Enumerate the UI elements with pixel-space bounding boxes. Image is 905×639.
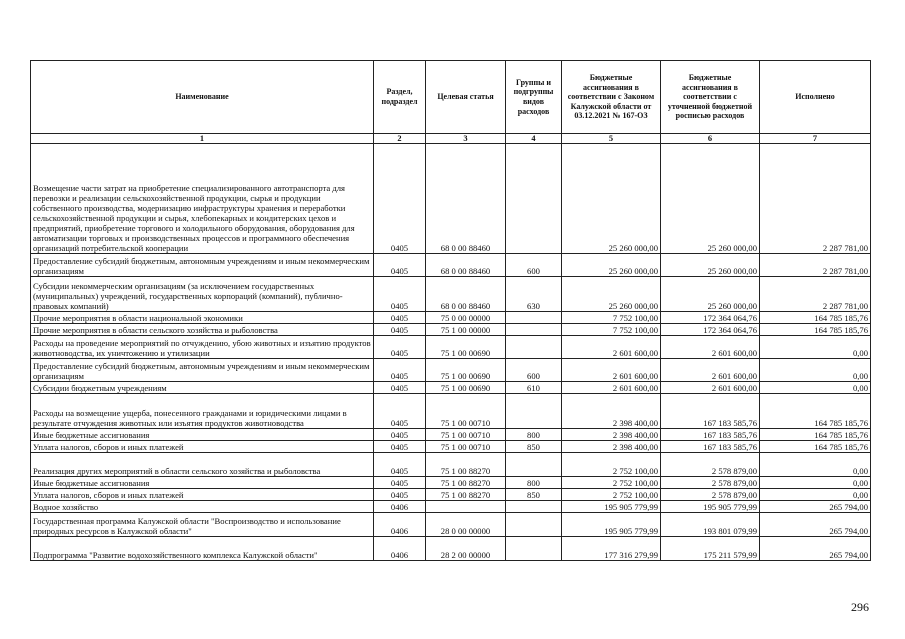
table-row [31,382,871,394]
row-law: 25 260 000,00 [562,277,661,312]
row-group [506,336,562,359]
row-law: 195 905 779,99 [562,513,661,537]
row-refined: 25 260 000,00 [661,144,760,254]
row-group: 610 [506,382,562,394]
row-section: 0405 [374,382,426,394]
row-law: 2 752 100,00 [562,477,661,489]
row-name: Прочие мероприятия в области сельского хозяйства и рыболовства [31,324,374,336]
row-section: 0405 [374,394,426,429]
column-number: 5 [562,134,661,144]
table-row [31,489,871,501]
row-section: 0405 [374,453,426,477]
row-section: 0406 [374,537,426,561]
row-refined: 167 183 585,76 [661,441,760,453]
header-refined: Бюджетные ассигнования в соответствии с уточненной бюджетной росписью расходов [661,61,760,134]
budget-table [30,60,871,561]
header-row [31,61,871,134]
column-number-row [31,134,871,144]
table-row [31,394,871,429]
row-name: Расходы на возмещение ущерба, понесенного гражданами и юридическими лицами в результате отчуждения животных или изъятия продуктов животноводства [31,394,374,429]
row-law: 7 752 100,00 [562,312,661,324]
row-section: 0405 [374,336,426,359]
row-name: Реализация других мероприятий в области сельского хозяйства и рыболовства [31,453,374,477]
row-group [506,537,562,561]
row-refined: 2 601 600,00 [661,382,760,394]
table-row [31,324,871,336]
row-done: 265 794,00 [760,501,871,513]
row-name: Иные бюджетные ассигнования [31,429,374,441]
row-group [506,394,562,429]
row-group: 800 [506,477,562,489]
header-done: Исполнено [760,61,871,134]
row-law: 2 398 400,00 [562,441,661,453]
row-target: 75 1 00 88270 [426,477,506,489]
row-refined: 175 211 579,99 [661,537,760,561]
row-name: Государственная программа Калужской области "Воспроизводство и использование природных ресурсов в Калужской области" [31,513,374,537]
row-done: 164 785 185,76 [760,441,871,453]
row-refined: 195 905 779,99 [661,501,760,513]
table-row [31,359,871,382]
row-law: 2 398 400,00 [562,394,661,429]
row-name: Уплата налогов, сборов и иных платежей [31,489,374,501]
row-group [506,453,562,477]
table-row [31,312,871,324]
row-section: 0405 [374,144,426,254]
row-group: 850 [506,489,562,501]
row-target: 28 0 00 00000 [426,513,506,537]
column-number: 1 [31,134,374,144]
row-name: Иные бюджетные ассигнования [31,477,374,489]
row-done: 0,00 [760,382,871,394]
row-group: 600 [506,254,562,277]
row-done: 2 287 781,00 [760,254,871,277]
row-name: Уплата налогов, сборов и иных платежей [31,441,374,453]
table-row [31,336,871,359]
row-done: 164 785 185,76 [760,312,871,324]
row-law: 2 752 100,00 [562,489,661,501]
header-target: Целевая статья [426,61,506,134]
row-target: 75 1 00 88270 [426,489,506,501]
header-group: Группы и подгруппы видов расходов [506,61,562,134]
row-target: 75 1 00 88270 [426,453,506,477]
row-target: 68 0 00 88460 [426,144,506,254]
row-law: 2 398 400,00 [562,429,661,441]
column-number: 2 [374,134,426,144]
row-refined: 2 578 879,00 [661,477,760,489]
row-target: 75 0 00 00000 [426,312,506,324]
header-name: Наименование [31,61,374,134]
column-number: 7 [760,134,871,144]
row-name: Предоставление субсидий бюджетным, автономным учреждениям и иным некоммерческим организациям [31,254,374,277]
row-done: 164 785 185,76 [760,324,871,336]
row-group: 800 [506,429,562,441]
row-law: 7 752 100,00 [562,324,661,336]
header-law: Бюджетные ассигнования в соответствии с Законом Калужской области от 03.12.2021 № 167-ОЗ [562,61,661,134]
row-done: 164 785 185,76 [760,429,871,441]
row-refined: 2 601 600,00 [661,336,760,359]
row-section: 0405 [374,254,426,277]
row-done: 2 287 781,00 [760,277,871,312]
table-row [31,441,871,453]
row-target: 68 0 00 88460 [426,254,506,277]
row-law: 2 601 600,00 [562,382,661,394]
row-law: 25 260 000,00 [562,254,661,277]
row-group [506,513,562,537]
row-done: 0,00 [760,359,871,382]
row-done: 2 287 781,00 [760,144,871,254]
row-name: Субсидии некоммерческим организациям (за исключением государственных (муниципальных) учреждений, государственных корпораций (компаний), публично-правовых компаний) [31,277,374,312]
budget-table-sheet [30,60,871,561]
row-target: 75 1 00 00710 [426,394,506,429]
page-number: 296 [851,600,869,614]
row-group [506,312,562,324]
row-done: 0,00 [760,453,871,477]
row-target: 75 1 00 00000 [426,324,506,336]
table-row [31,477,871,489]
header-section: Раздел, подраздел [374,61,426,134]
column-number: 3 [426,134,506,144]
row-group [506,501,562,513]
row-refined: 172 364 064,76 [661,324,760,336]
row-target: 68 0 00 88460 [426,277,506,312]
row-group [506,144,562,254]
row-section: 0406 [374,501,426,513]
row-law: 2 752 100,00 [562,453,661,477]
table-body [31,144,871,561]
table-row [31,144,871,254]
row-law: 195 905 779,99 [562,501,661,513]
row-section: 0405 [374,441,426,453]
row-name: Расходы на проведение мероприятий по отчуждению, убою животных и изъятию продуктов животноводства, их уничтожению и утилизации [31,336,374,359]
row-refined: 2 601 600,00 [661,359,760,382]
row-group: 600 [506,359,562,382]
row-target: 75 1 00 00690 [426,336,506,359]
row-refined: 167 183 585,76 [661,429,760,441]
row-target [426,501,506,513]
row-done: 0,00 [760,336,871,359]
row-done: 265 794,00 [760,513,871,537]
row-refined: 2 578 879,00 [661,453,760,477]
row-section: 0405 [374,429,426,441]
table-row [31,537,871,561]
row-done: 265 794,00 [760,537,871,561]
row-target: 75 1 00 00710 [426,441,506,453]
row-refined: 2 578 879,00 [661,489,760,501]
column-number: 4 [506,134,562,144]
table-row [31,453,871,477]
row-target: 75 1 00 00690 [426,359,506,382]
table-row [31,429,871,441]
row-refined: 172 364 064,76 [661,312,760,324]
row-refined: 25 260 000,00 [661,277,760,312]
row-law: 25 260 000,00 [562,144,661,254]
row-section: 0405 [374,324,426,336]
table-row [31,277,871,312]
row-section: 0405 [374,312,426,324]
row-done: 0,00 [760,489,871,501]
table-row [31,513,871,537]
row-name: Водное хозяйство [31,501,374,513]
row-section: 0405 [374,489,426,501]
row-refined: 167 183 585,76 [661,394,760,429]
row-target: 75 1 00 00710 [426,429,506,441]
row-name: Субсидии бюджетным учреждениям [31,382,374,394]
row-target: 75 1 00 00690 [426,382,506,394]
row-section: 0406 [374,513,426,537]
row-target: 28 2 00 00000 [426,537,506,561]
row-group: 850 [506,441,562,453]
row-name: Предоставление субсидий бюджетным, автономным учреждениям и иным некоммерческим организациям [31,359,374,382]
table-row [31,501,871,513]
row-group [506,324,562,336]
row-refined: 25 260 000,00 [661,254,760,277]
row-section: 0405 [374,359,426,382]
row-law: 2 601 600,00 [562,359,661,382]
row-refined: 193 801 079,99 [661,513,760,537]
row-law: 2 601 600,00 [562,336,661,359]
row-name: Подпрограмма "Развитие водохозяйственного комплекса Калужской области" [31,537,374,561]
column-number: 6 [661,134,760,144]
row-done: 164 785 185,76 [760,394,871,429]
row-name: Возмещение части затрат на приобретение специализированного автотранспорта для перевозки и реализации сельскохозяйственной продукции, сырья и продукции собственного производства, модернизацию инфраструктуры хранения и переработки сельскохозяйственной продукции и сырья, хлебопекарных и кондитерских цехов и предприятий, приобретение торгового и холодильного оборудования, оборудования для автоматизации торговых и производственных процессов и программного обеспечения организаций потребительской кооперации [31,144,374,254]
row-group: 630 [506,277,562,312]
table-row [31,254,871,277]
row-done: 0,00 [760,477,871,489]
row-law: 177 316 279,99 [562,537,661,561]
row-section: 0405 [374,277,426,312]
row-name: Прочие мероприятия в области национальной экономики [31,312,374,324]
row-section: 0405 [374,477,426,489]
